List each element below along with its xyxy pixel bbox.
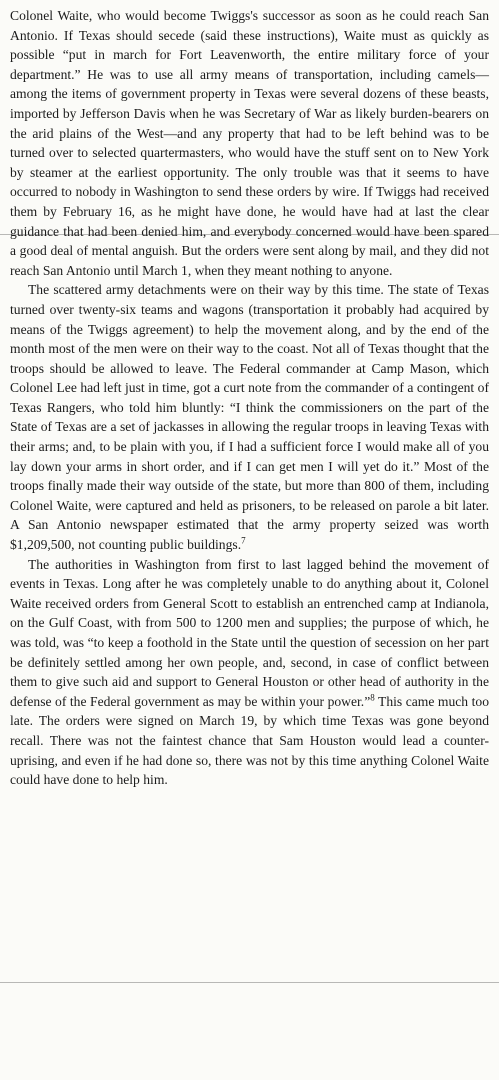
book-page [10, 6, 489, 790]
footnote-marker-7: 7 [241, 535, 246, 546]
footnote-marker-8: 8 [370, 692, 375, 703]
paragraph-2-text: The scattered army detachments were on their way by this time. The state of Texas turned over twenty-six teams and wagons (transportation it probably had acquired by means of the Twiggs agreement) to help the movement along, and by the end of the month most of the men were on their way to the coast. Not all of Texas thought that the troops should be allowed to leave. The Federal commander at Camp Mason, which Colonel Lee had left just in time, got a curt note from the commander of a contingent of Texas Rangers, who told him bluntly: “I think the commissioners on the part of the State of Texas are a set of jackasses in allowing the regular troops in leaving Texas with their arms; and, to be plain with you, if I had a sufficient force I would make all of you lay down your arms in short order, and if I can get men I will yet do it.” Most of the troops finally made their way outside of the state, but more than 800 of them, including Colonel Waite, were captured and held as prisoners, to be released on parole a bit later. A San Antonio newspaper estimated that the army property seized was worth $1,209,500, not counting public buildings. [10, 282, 489, 553]
paragraph-3-tail: This came much too late. The orders were signed on March 19, by which time Texas was gone beyond recall. There was not the faintest chance that Sam Houston would lead a counter-uprising, and even if he had done so, there was not by this time anything Colonel Waite could have done to help him. [10, 693, 489, 788]
paragraph-3 [10, 555, 489, 790]
paragraph-1 [10, 6, 489, 280]
paragraph-2 [10, 280, 489, 554]
page-fold-line [0, 982, 499, 983]
paragraph-3-text: The authorities in Washington from first to last lagged behind the movement of events in Texas. Long after he was completely unable to do anything about it, Colonel Waite received orders from General Scott to establish an entrenched camp at Indianola, on the Gulf Coast, with from 500 to 1200 men and supplies; the purpose of which, he was told, was “to keep a foothold in the State until the question of secession on her part be definitely settled among her own people, and, second, in case of conflict between them to give such aid and support to General Houston or other head of authority in the defense of the Federal government as may be within your power.” [10, 556, 489, 709]
paragraph-1-text: Colonel Waite, who would become Twiggs's successor as soon as he could reach San Antonio. If Texas should secede (said these instructions), Waite must as quickly as possible “put in march for Fort Leavenworth, the entire military force of your department.” He was to use all army means of transportation, including camels—among the items of government property in Texas were several dozens of these beasts, imported by Jefferson Davis when he was Secretary of War as likely burden-bearers on the arid plains of the West—and any property that had to be left behind was to be turned over to selected quartermasters, who would have the stuff sent on to New York by steamer at the earliest opportunity. The only trouble was that it seems to have occurred to nobody in Washington to send these orders by wire. If Twiggs had received them by February 16, as he might have done, he would have had at last the clear guidance that had been denied him, and everybody concerned would have been spared a good deal of mental anguish. But the orders were sent along by mail, and they did not reach San Antonio until March 1, when they meant nothing to anyone. [10, 8, 489, 278]
page-fold-line [0, 234, 499, 235]
